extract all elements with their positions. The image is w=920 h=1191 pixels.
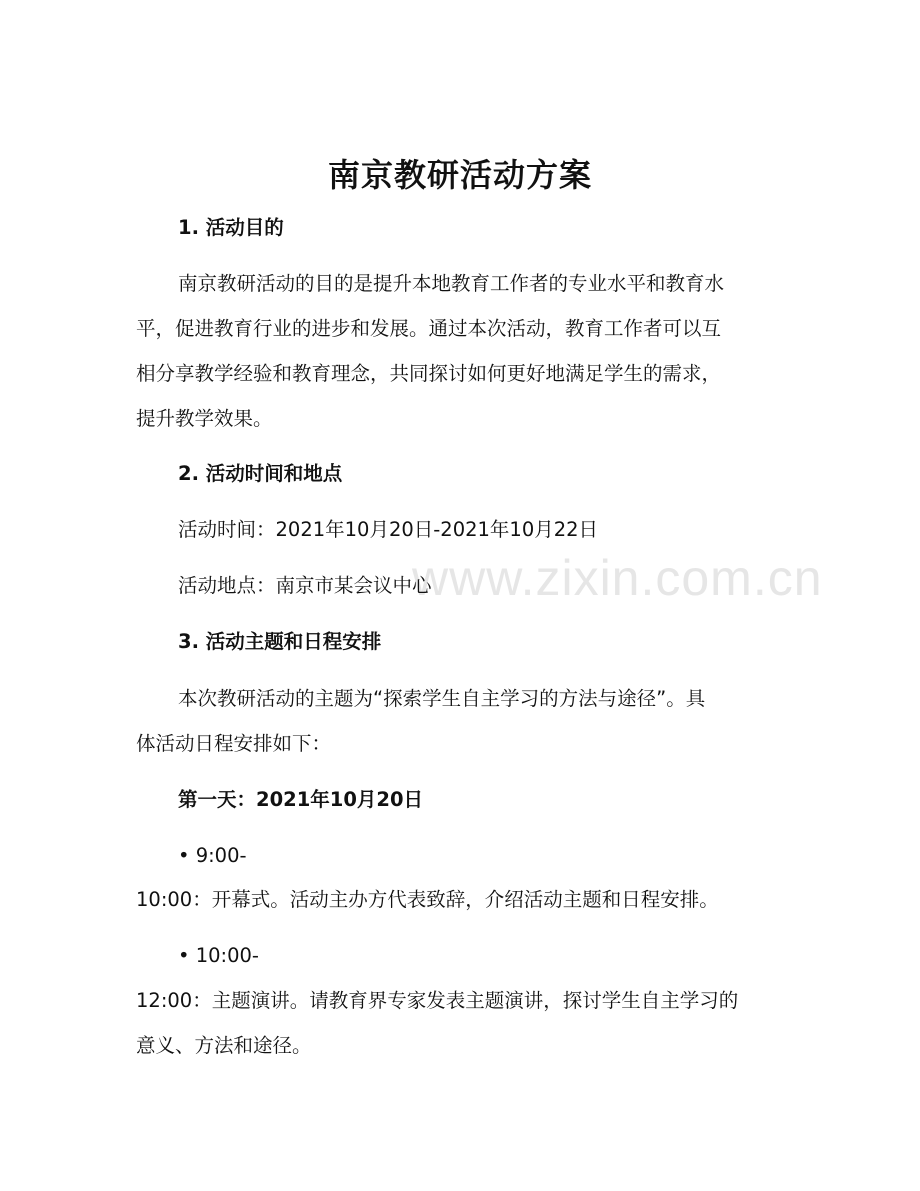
- watermark: www.zixin.com.cn: [412, 550, 823, 606]
- schedule-bullet: • 10:00-: [178, 944, 259, 967]
- section-heading-theme-schedule: 3. 活动主题和日程安排: [178, 630, 382, 653]
- paragraph-line: 体活动日程安排如下：: [136, 732, 332, 755]
- schedule-item-text: 意义、方法和途径。: [136, 1034, 312, 1057]
- section-heading-purpose: 1. 活动目的: [178, 216, 284, 239]
- activity-place: 活动地点：南京市某会议中心: [178, 574, 432, 597]
- paragraph-line: 本次教研活动的主题为“探索学生自主学习的方法与途径”。具: [178, 687, 706, 710]
- paragraph-line: 平，促进教育行业的进步和发展。通过本次活动，教育工作者可以互: [136, 317, 722, 340]
- schedule-item-text: 10:00：开幕式。活动主办方代表致辞，介绍活动主题和日程安排。: [136, 888, 719, 911]
- paragraph-line: 提升教学效果。: [136, 407, 273, 430]
- section-heading-time-place: 2. 活动时间和地点: [178, 462, 343, 485]
- paragraph-line: 相分享教学经验和教育理念，共同探讨如何更好地满足学生的需求，: [136, 362, 722, 385]
- document-title: 南京教研活动方案: [327, 156, 592, 194]
- schedule-item-text: 12:00：主题演讲。请教育界专家发表主题演讲，探讨学生自主学习的: [136, 989, 739, 1012]
- activity-time: 活动时间：2021年10月20日-2021年10月22日: [178, 518, 599, 541]
- paragraph-line: 南京教研活动的目的是提升本地教育工作者的专业水平和教育水: [178, 272, 725, 295]
- schedule-bullet: • 9:00-: [178, 844, 247, 867]
- day-heading: 第一天：2021年10月20日: [178, 788, 424, 811]
